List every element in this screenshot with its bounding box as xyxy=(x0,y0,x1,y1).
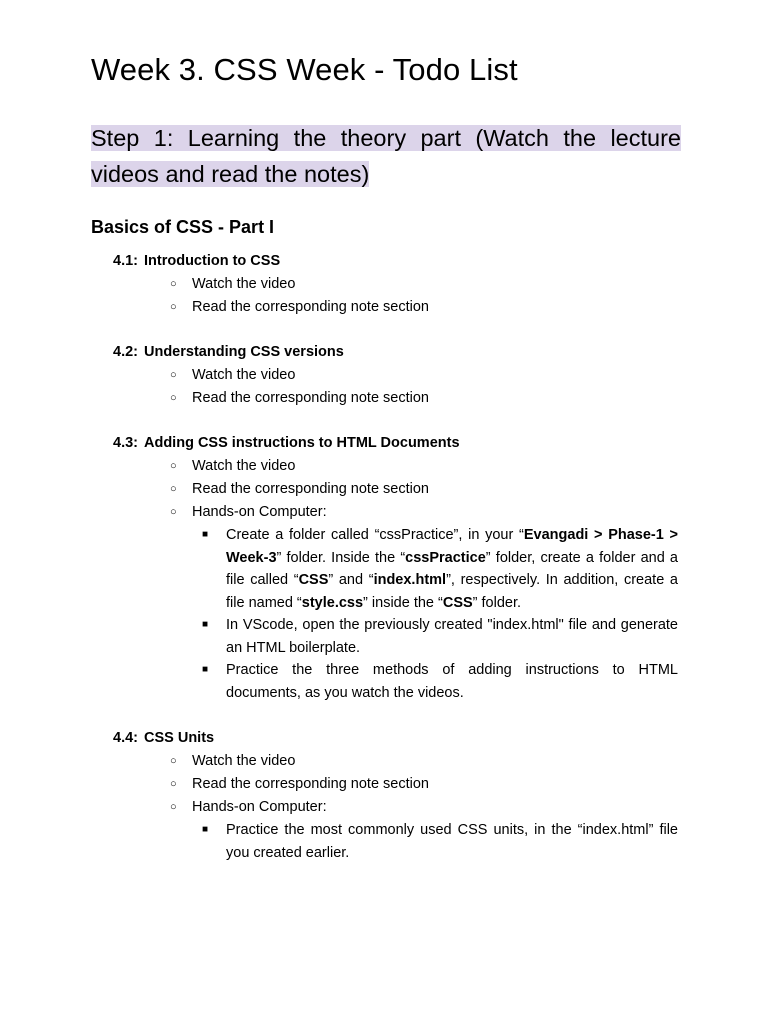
task-label: Watch the video xyxy=(192,458,296,474)
lesson-name: CSS Units xyxy=(144,730,215,746)
task-item xyxy=(113,796,683,819)
circle-bullet-icon: ○ xyxy=(170,778,177,790)
circle-bullet-icon: ○ xyxy=(170,483,177,495)
square-bullet-icon: ■ xyxy=(202,619,209,630)
instruction-text: ”, respectively. In addition, create a file named “ xyxy=(226,572,678,611)
task-label: Read the corresponding note section xyxy=(192,390,429,406)
step-heading xyxy=(91,120,681,192)
task-item xyxy=(113,478,683,501)
task-item xyxy=(113,273,683,296)
instruction-path: Evangadi > Phase-1 > Week-3 xyxy=(226,527,679,566)
instruction-text: ” inside the “ xyxy=(363,594,443,611)
lesson-title xyxy=(113,728,683,750)
task-label: Watch the video xyxy=(192,753,296,769)
task-item xyxy=(113,387,683,410)
task-label: Watch the video xyxy=(192,276,296,292)
circle-bullet-icon: ○ xyxy=(170,369,177,381)
lesson-4-4 xyxy=(113,728,683,864)
circle-bullet-icon: ○ xyxy=(170,301,177,313)
lesson-title xyxy=(113,251,683,273)
circle-bullet-icon: ○ xyxy=(170,392,177,404)
circle-bullet-icon: ○ xyxy=(170,460,177,472)
task-item xyxy=(113,455,683,478)
circle-bullet-icon: ○ xyxy=(170,506,177,518)
instruction-folder: CSS xyxy=(298,572,329,588)
lesson-title xyxy=(113,433,683,455)
lesson-name: Adding CSS instructions to HTML Documents xyxy=(144,435,460,451)
square-bullet-icon: ■ xyxy=(202,824,209,835)
task-label: Read the corresponding note section xyxy=(192,481,429,497)
instruction-folder: CSS xyxy=(442,594,473,611)
hands-on-tasks xyxy=(113,524,683,704)
task-label: Watch the video xyxy=(192,367,296,383)
instruction-text: Create a folder called “cssPractice”, in your “ xyxy=(226,527,524,543)
lesson-4-3 xyxy=(113,433,683,704)
document-title: Week 3. CSS Week - Todo List xyxy=(91,52,518,87)
task-item xyxy=(113,501,683,524)
instruction-text: ” folder, create a folder and a file called “ xyxy=(226,549,678,588)
instruction-text: ” and “ xyxy=(328,572,374,588)
task-item xyxy=(113,296,683,319)
task-label: Read the corresponding note section xyxy=(192,299,429,315)
lesson-name: Understanding CSS versions xyxy=(144,344,344,360)
task-label: Hands-on Computer: xyxy=(192,799,327,815)
lesson-tasks xyxy=(113,455,683,524)
square-bullet-icon: ■ xyxy=(202,529,209,540)
lesson-name: Introduction to CSS xyxy=(144,253,281,269)
hands-on-item xyxy=(113,819,678,864)
task-item xyxy=(113,364,683,387)
section-heading: Basics of CSS - Part I xyxy=(91,217,275,237)
task-label: Hands-on Computer: xyxy=(192,504,327,520)
task-item xyxy=(113,750,683,773)
task-item xyxy=(113,773,683,796)
lesson-number: 4.4: xyxy=(113,730,138,746)
step-heading-highlight: Step 1: Learning the theory part (Watch the lecture videos and read the notes) xyxy=(91,125,681,187)
instruction-folder: cssPractice xyxy=(405,549,486,566)
lesson-title xyxy=(113,342,683,364)
instruction-file: style.css xyxy=(301,594,364,611)
lesson-number: 4.3: xyxy=(113,435,138,451)
instruction-text: Practice the three methods of adding instructions to HTML documents, as you watch the videos. xyxy=(226,662,678,701)
circle-bullet-icon: ○ xyxy=(170,801,177,813)
lesson-4-1 xyxy=(113,251,683,319)
instruction-text: Practice the most commonly used CSS units, in the “index.html” file you created earlier. xyxy=(226,822,678,861)
instruction-text: ” folder. Inside the “ xyxy=(276,549,406,566)
task-label: Read the corresponding note section xyxy=(192,776,429,792)
hands-on-item xyxy=(113,659,678,704)
square-bullet-icon: ■ xyxy=(202,664,209,675)
circle-bullet-icon: ○ xyxy=(170,278,177,290)
circle-bullet-icon: ○ xyxy=(170,755,177,767)
hands-on-tasks xyxy=(113,819,683,864)
hands-on-item xyxy=(113,524,678,614)
instruction-file: index.html xyxy=(373,572,447,588)
lesson-tasks xyxy=(113,364,683,410)
lesson-number: 4.2: xyxy=(113,344,138,360)
lesson-tasks xyxy=(113,273,683,319)
instruction-text: ” folder. xyxy=(472,594,522,611)
lesson-number: 4.1: xyxy=(113,253,138,269)
lesson-4-2 xyxy=(113,342,683,410)
instruction-text: In VScode, open the previously created "index.html" file and generate an HTML boilerplate. xyxy=(226,617,678,656)
lesson-tasks xyxy=(113,750,683,819)
hands-on-item xyxy=(113,614,678,659)
